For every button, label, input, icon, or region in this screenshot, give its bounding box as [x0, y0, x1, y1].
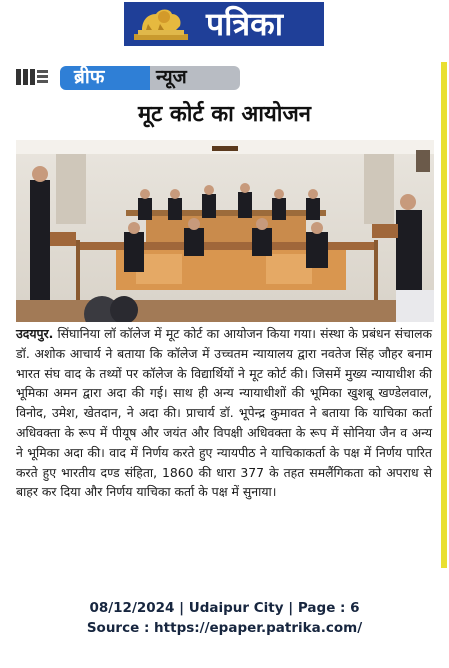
lion-emblem-icon — [132, 6, 190, 42]
clipping-edge-bar — [441, 62, 447, 568]
footer-source-line: Source : https://epaper.patrika.com/ — [86, 620, 363, 636]
masthead — [124, 2, 324, 46]
dateline: उदयपुर. — [16, 326, 54, 341]
footer-publication-line: 08/12/2024 | Udaipur City | Page : 6 — [89, 600, 360, 616]
brand-name: पत्रिका — [206, 5, 283, 43]
newspaper-icon — [16, 68, 50, 86]
news-clipping — [12, 62, 437, 568]
news-photo — [16, 140, 434, 322]
section-label-news: न्यूज — [156, 66, 187, 88]
headline: मूट कोर्ट का आयोजन — [138, 102, 311, 127]
section-label-brief: ब्रीफ — [74, 66, 105, 88]
article-body — [16, 324, 432, 502]
article-text: सिंघानिया लॉ कॉलेज में मूट कोर्ट का आयोजन किया गया। संस्था के प्रबंधन संचालक डॉ. अशोक आचार्य ने बताया कि कॉलेज में उच्चतम न्यायालय द्वारा नवतेज सिंह जौहर बनाम भारत संघ वाद के तथ्यों पर कॉलेज के विद्यार्थियों ने मूट कोर्ट की। जिसमें मुख्य न्यायाधीश की भूमिका अमन द्वारा अदा की गई। साथ ही अन्य न्यायाधीशों की भूमिका खुशबू खण्डेलवाल, विनोद, उमेश, खेतदान, ने अदा की। प्राचार्य डॉ. भूपेन्द्र कुमावत ने बताया कि याचिका कर्ता अधिवक्ता के रूप में पीयूष और जयंत और विपक्षी अधिवक्ता के रूप में सोनिया जैन व अन्य ने भूमिका अदा की। वाद में निर्णय करते हुए न्यायपीठ ने याचिकाकर्ता के पक्ष में निर्णय पारित करते हुए भारतीय दण्ड संहिता, 1860 की धारा 377 के तहत समलैंगिकता को अपराध से बाहर कर दिया और निर्णय याचिका कर्ता के पक्ष में सुनाया। — [16, 326, 432, 500]
section-label — [16, 66, 256, 88]
